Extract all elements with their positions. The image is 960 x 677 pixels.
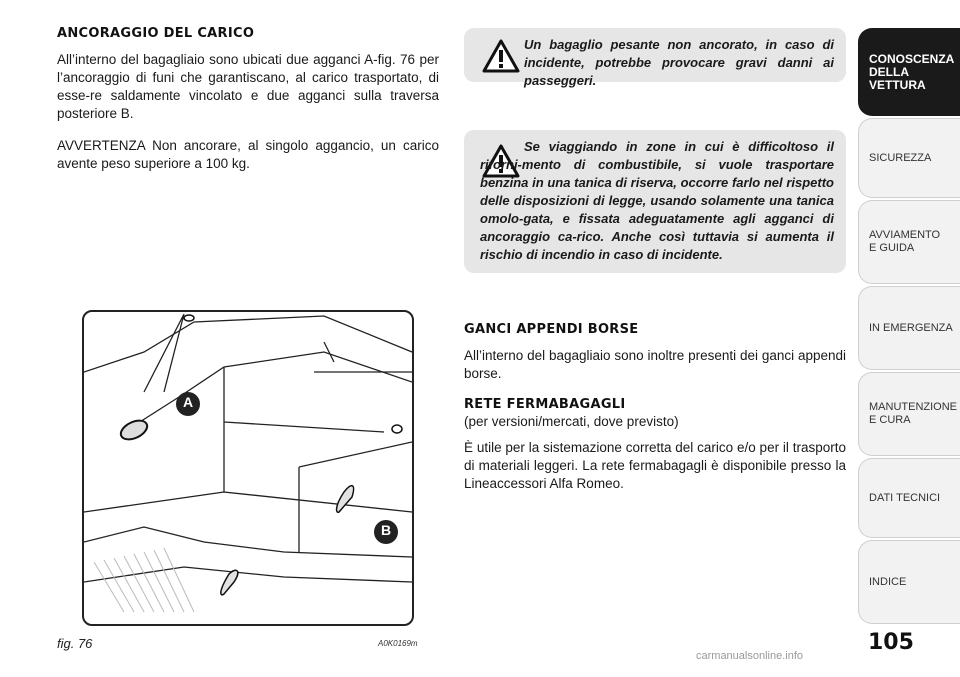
paragraph-ganci: All’interno del bagagliaio sono inoltre presenti dei ganci appendi borse. xyxy=(464,348,846,381)
heading-rete: RETE FERMABAGAGLI xyxy=(464,397,626,412)
tab-label: DATI TECNICI xyxy=(869,491,941,504)
tab-dati-tecnici[interactable] xyxy=(858,458,960,538)
watermark: carmanualsonline.info xyxy=(696,650,804,662)
subheading-rete: (per versioni/mercati, dove previsto) xyxy=(464,414,679,429)
tab-avviamento[interactable] xyxy=(858,200,960,284)
tab-label: IN EMERGENZA xyxy=(869,321,953,334)
heading-ganci: GANCI APPENDI BORSE xyxy=(464,322,639,337)
trunk-drawing xyxy=(84,312,412,624)
label-b: B xyxy=(380,522,392,538)
warning-box-2 xyxy=(464,130,846,273)
paragraph-avvertenza: AVVERTENZA Non ancorare, al singolo aggancio, un carico avente peso superiore a 100 kg. xyxy=(57,138,439,171)
tab-label: SICUREZZA xyxy=(869,151,932,164)
tab-label: INDICE xyxy=(869,575,907,588)
right-column xyxy=(464,322,846,507)
paragraph-rete: È utile per la sistemazione corretta del carico e/o per il trasporto di materiali leggeri. La rete fermabagagli è disponibile presso la Lineaccessori Alfa Romeo. xyxy=(464,440,846,491)
tab-conoscenza[interactable] xyxy=(858,28,960,116)
tab-indice[interactable] xyxy=(858,540,960,624)
warning-triangle-icon xyxy=(482,39,520,73)
tab-label: CONOSCENZA DELLA VETTURA xyxy=(869,51,955,92)
tab-manutenzione[interactable] xyxy=(858,372,960,456)
warning-text-2: Se viaggiando in zone in cui è difficoltoso il riforni-mento di combustibile, si vuole trasportare benzina in una tanica di riserva, occorre farlo nel rispetto delle disposizioni di legge, usando solamente una tanica omolo-gata, e fissata adeguatamente agli agganci di ancoraggio ca-rico. Anche così tuttavia si aumenta il rischio di incendio in caso di incidente. xyxy=(480,139,834,262)
figure-caption: fig. 76 xyxy=(57,636,93,651)
paragraph-ancoraggio: All’interno del bagagliaio sono ubicati due agganci A-fig. 76 per l’ancoraggio di funi che garantiscano, al carico trasportato, di esse-re saldamente vincolato e due agganci sulla traversa posteriore B. xyxy=(57,52,439,121)
heading-ancoraggio: ANCORAGGIO DEL CARICO xyxy=(57,26,255,41)
label-a: A xyxy=(182,394,194,410)
tab-label: MANUTENZIONE E CURA xyxy=(869,401,957,426)
left-column xyxy=(57,26,439,187)
tab-sicurezza[interactable] xyxy=(858,118,960,198)
page-number: 105 xyxy=(868,630,914,655)
tab-label: AVVIAMENTO E GUIDA xyxy=(869,229,941,254)
warning-text-1: Un bagaglio pesante non ancorato, in caso di incidente, potrebbe provocare gravi danni ai passeggeri. xyxy=(524,37,834,88)
figure-76-illustration xyxy=(82,310,414,626)
tab-emergenza[interactable] xyxy=(858,286,960,370)
warning-box-1 xyxy=(464,28,846,88)
figure-code: A0K0169m xyxy=(378,639,418,648)
